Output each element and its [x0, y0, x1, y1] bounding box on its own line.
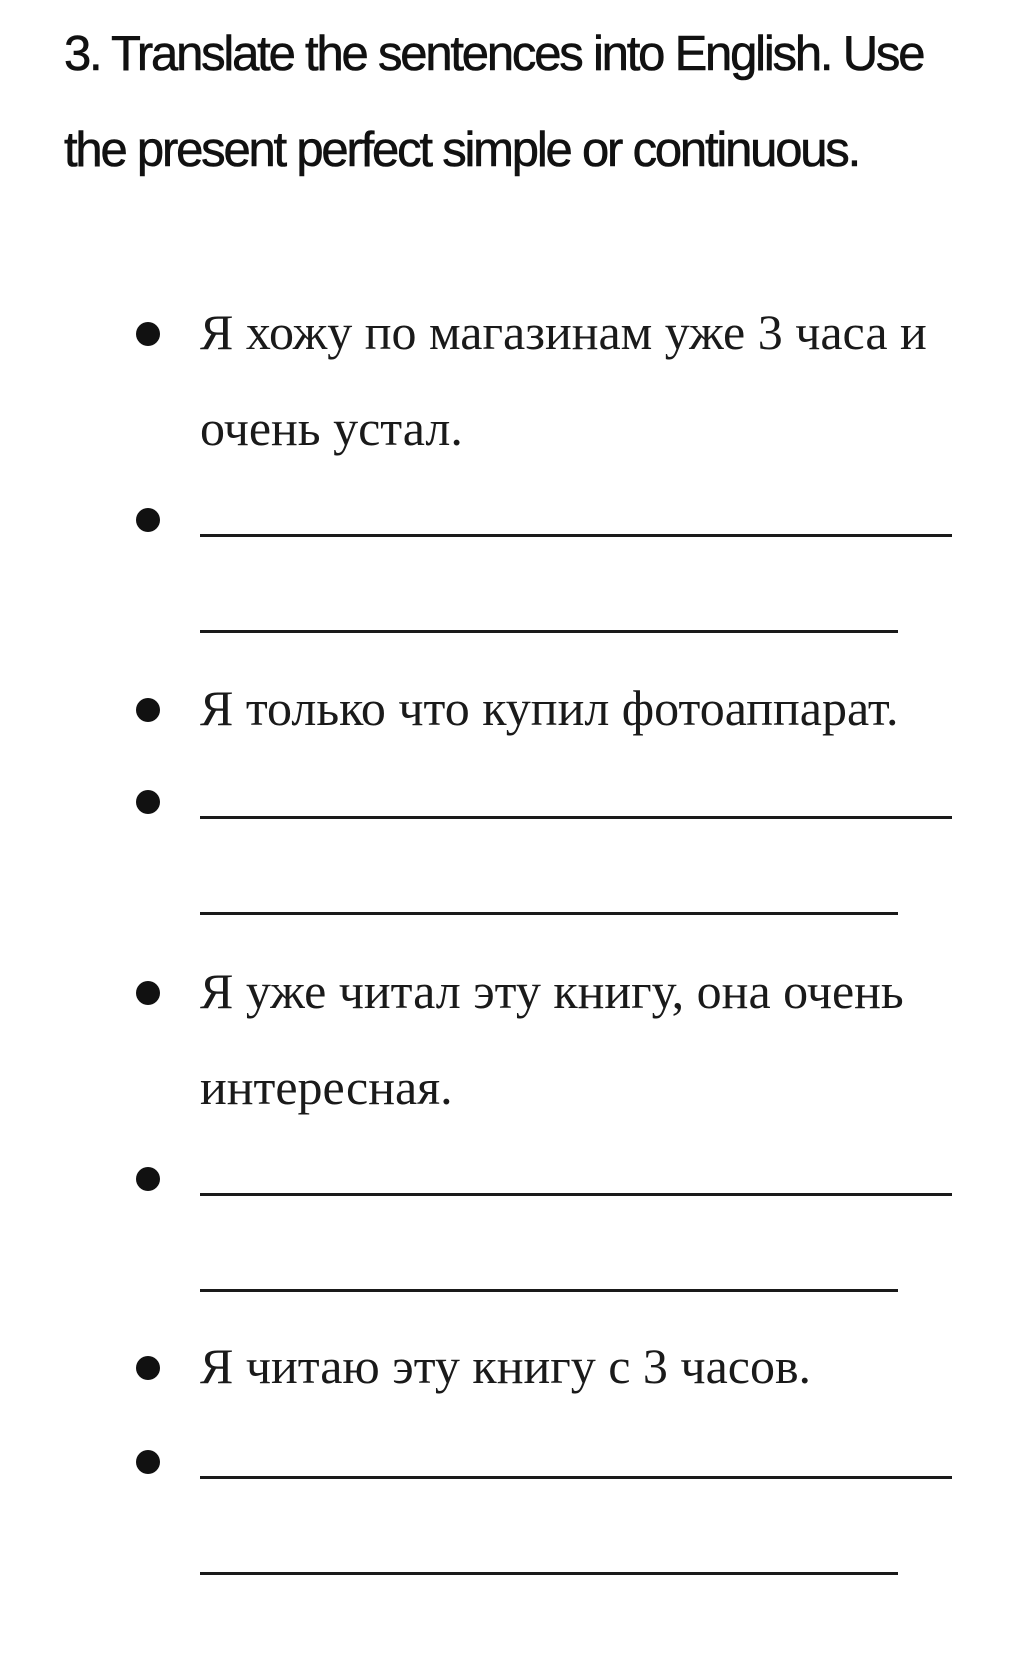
answer-blank-line-continued[interactable] — [200, 1572, 898, 1575]
bullet-icon — [136, 790, 160, 814]
bullet-icon — [136, 1450, 160, 1474]
exercise-heading: 3. Translate the sentences into English. Use the present perfect simple or continuous. — [64, 27, 924, 177]
answer-blank-line[interactable] — [200, 1476, 952, 1479]
sentence-text: Я только что купил фотоаппарат. — [200, 680, 899, 736]
bullet-icon — [136, 1167, 160, 1191]
answer-blank-line-continued[interactable] — [200, 912, 898, 915]
sentence-text: Я уже читал эту книгу, она очень интересная. — [200, 963, 904, 1115]
answer-blank-line[interactable] — [200, 816, 952, 819]
answer-blank-line-continued[interactable] — [200, 630, 898, 633]
bullet-icon — [136, 698, 160, 722]
sentence-text: Я хожу по магазинам уже 3 часа и очень устал. — [200, 304, 927, 456]
answer-blank-line[interactable] — [200, 1193, 952, 1196]
answer-blank-line-continued[interactable] — [200, 1289, 898, 1292]
bullet-icon — [136, 322, 160, 346]
sentence-text: Я читаю эту книгу с 3 часов. — [200, 1338, 812, 1394]
answer-blank-line[interactable] — [200, 534, 952, 537]
bullet-icon — [136, 1356, 160, 1380]
bullet-icon — [136, 508, 160, 532]
bullet-icon — [136, 981, 160, 1005]
